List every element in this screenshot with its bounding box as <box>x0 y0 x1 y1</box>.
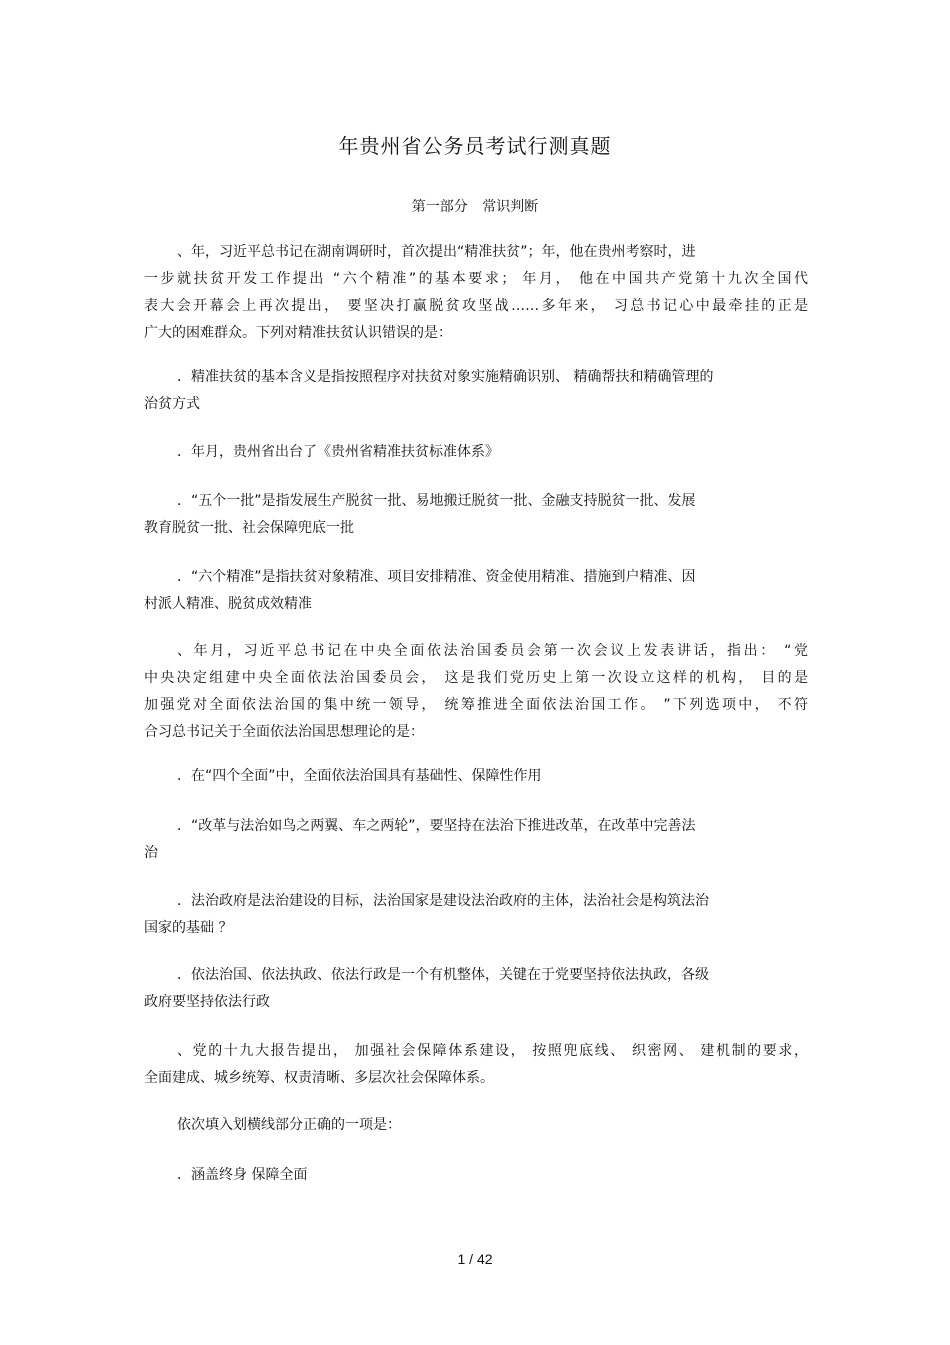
question-3-stem <box>144 1038 808 1092</box>
option-line: ．“改革与法治如鸟之两翼、车之两轮”，要坚持在法治下推进改革，在改革中完善法 <box>177 818 696 834</box>
question-1-line-3: 表大会开幕会上再次提出， 要坚决打赢脱贫攻坚战……多年来， 习总书记心中最牵挂的正是 <box>144 298 808 314</box>
option-line: 政府要坚持依法行政 <box>144 994 270 1010</box>
question-1-option-b <box>144 439 808 466</box>
question-1-line-4: 广大的困难群众。下列对精准扶贫认识错误的是： <box>144 325 452 341</box>
question-2-stem <box>144 638 808 746</box>
option-line: 治 <box>144 845 158 861</box>
page-number: 1 / 42 <box>457 1251 493 1267</box>
option-line: ．依法治国、依法执政、依法行政是一个有机整体，关键在于党要坚持依法执政，各级 <box>177 967 709 983</box>
question-3-option-a <box>144 1162 808 1189</box>
question-3-line-1: 、党的十九大报告提出， 加强社会保障体系建设， 按照兜底线、 织密网、 建机制的要求， <box>177 1043 808 1059</box>
document-title: 年贵州省公务员考试行测真题 <box>338 134 612 158</box>
question-2-line-3: 加强党对全面依法治国的集中统一领导， 统筹推进全面依法治国工作。 ”下列选项中， 不符 <box>144 697 808 713</box>
question-1-line-2: 一步就扶贫开发工作提出 “六个精准”的基本要求； 年月， 他在中国共产党第十九次全国代 <box>144 271 808 287</box>
option-line: 教育脱贫一批、社会保障兜底一批 <box>144 520 354 536</box>
option-line: ．在“四个全面”中，全面依法治国具有基础性、保障性作用 <box>177 768 542 784</box>
section-heading: 第一部分 常识判断 <box>411 199 539 215</box>
option-line: ．法治政府是法治建设的目标，法治国家是建设法治政府的主体，法治社会是构筑法治 <box>177 893 709 909</box>
question-1-option-d <box>144 564 808 618</box>
question-1-option-c <box>144 488 808 542</box>
question-2-option-d <box>144 962 808 1016</box>
option-line: ．精准扶贫的基本含义是指按照程序对扶贫对象实施精确识别、 精确帮扶和精确管理的 <box>177 369 714 385</box>
question-1-option-a <box>144 364 808 418</box>
option-line: 治贫方式 <box>144 396 200 412</box>
question-2-line-4: 合习总书记关于全面依法治国思想理论的是： <box>144 724 424 740</box>
option-line: ．年月，贵州省出台了《贵州省精准扶贫标准体系》 <box>177 444 499 460</box>
question-2-option-a <box>144 763 808 790</box>
option-line: 村派人精准、脱贫成效精准 <box>144 596 312 612</box>
option-line: 国家的基础 ？ <box>144 920 233 936</box>
question-2-option-c <box>144 888 808 942</box>
question-3-instruction <box>144 1112 808 1139</box>
question-1-stem <box>144 239 808 347</box>
question-2-line-1: 、年月，习近平总书记在中央全面依法治国委员会第一次会议上发表讲话，指出： “党 <box>177 643 808 659</box>
instruction-line: 依次填入划横线部分正确的一项是： <box>177 1117 401 1133</box>
question-2-line-2: 中央决定组建中央全面依法治国委员会， 这是我们党历史上第一次设立这样的机构， 目的是 <box>144 670 808 686</box>
option-line: ．“五个一批”是指发展生产脱贫一批、易地搬迁脱贫一批、金融支持脱贫一批、发展 <box>177 493 696 509</box>
option-line: ．涵盖终身 保障全面 <box>177 1167 308 1183</box>
question-3-line-2: 全面建成、城乡统筹、权责清晰、多层次社会保障体系。 <box>144 1070 494 1086</box>
question-2-option-b <box>144 813 808 867</box>
option-line: ．“六个精准”是指扶贫对象精准、项目安排精准、资金使用精准、措施到户精准、因 <box>177 569 696 585</box>
question-1-line-1: 、年，习近平总书记在湖南调研时，首次提出“精准扶贫”；年，他在贵州考察时，进 <box>177 244 696 260</box>
